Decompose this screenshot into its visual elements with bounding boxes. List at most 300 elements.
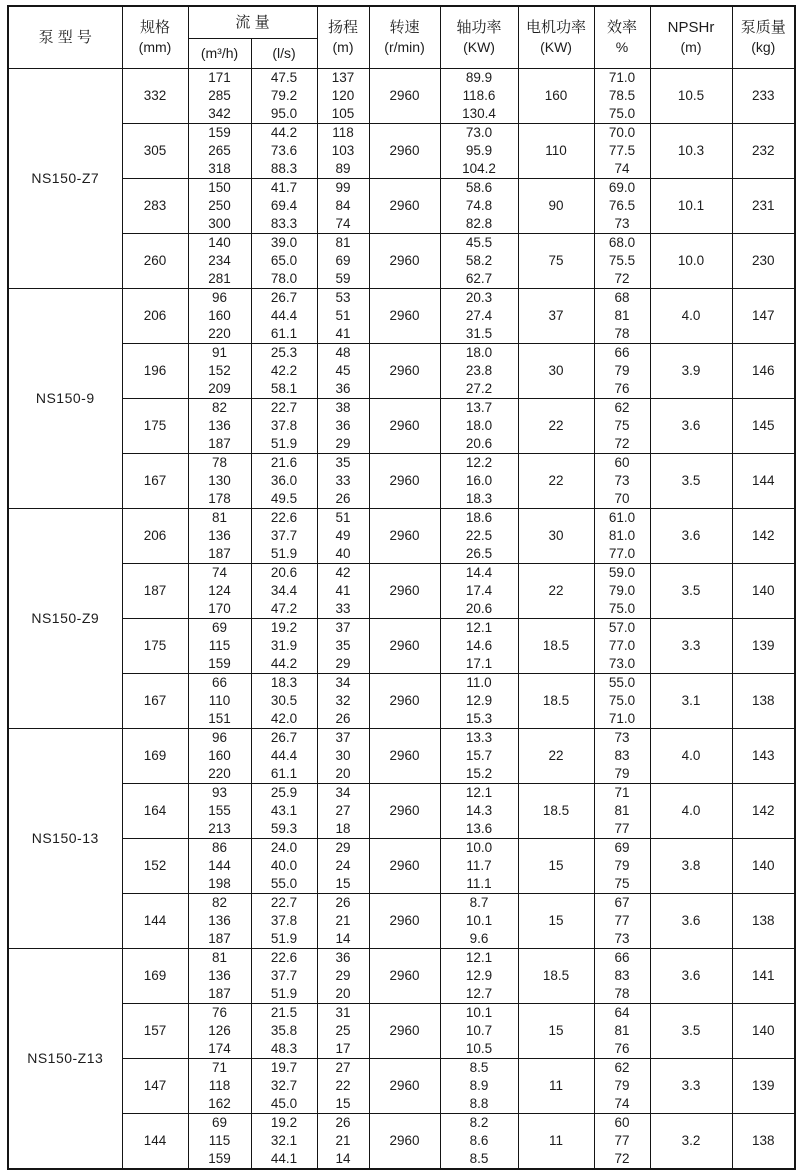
cell-pump-mass: 143 <box>732 728 795 783</box>
cell-flow-ls-line: 31.9 <box>270 637 298 653</box>
table-row <box>8 1113 795 1169</box>
col-header-speed <box>369 6 440 68</box>
cell-head-line: 81 <box>335 234 351 250</box>
cell-flow-ls-line: 45.0 <box>270 1095 298 1111</box>
cell-efficiency-line: 75.5 <box>608 252 636 268</box>
cell-efficiency-line: 68 <box>614 289 630 305</box>
cell-head-line: 21 <box>335 912 351 928</box>
cell-shaft-power-line: 8.8 <box>469 1095 489 1111</box>
cell-motor-power: 22 <box>518 563 594 618</box>
cell-flow-ls-line: 41.7 <box>270 179 298 195</box>
cell-flow-m3h-line: 81 <box>211 509 228 525</box>
cell-head-line: 29 <box>335 435 351 451</box>
cell-shaft-power-line: 13.3 <box>465 729 493 745</box>
cell-shaft-power-line: 27.4 <box>465 307 493 323</box>
cell-flow-ls-line: 22.7 <box>270 399 298 415</box>
col-header-npshr <box>650 6 732 68</box>
col-header-flow-m3h: (m³/h) <box>188 38 251 68</box>
cell-flow-m3h-line: 69 <box>211 619 228 635</box>
cell-efficiency-line: 73 <box>614 472 630 488</box>
cell-motor-power: 90 <box>518 178 594 233</box>
cell-flow-ls-line: 95.0 <box>270 105 298 121</box>
cell-shaft-power <box>440 508 518 563</box>
cell-shaft-power <box>440 673 518 728</box>
cell-shaft-power-line: 18.0 <box>465 417 493 433</box>
cell-flow-m3h <box>188 673 251 728</box>
cell-flow-m3h-line: 74 <box>211 564 228 580</box>
cell-efficiency-line: 78 <box>614 985 630 1001</box>
cell-flow-m3h-line: 281 <box>208 270 231 286</box>
cell-flow-m3h-line: 136 <box>208 527 231 543</box>
cell-flow-m3h-line: 71 <box>211 1059 228 1075</box>
cell-shaft-power-line: 45.5 <box>465 234 493 250</box>
cell-flow-ls-line: 44.2 <box>270 655 298 671</box>
cell-shaft-power-line: 8.7 <box>469 894 489 910</box>
cell-efficiency <box>594 618 650 673</box>
cell-shaft-power-line: 20.3 <box>465 289 493 305</box>
cell-speed: 2960 <box>369 178 440 233</box>
cell-pump-mass: 138 <box>732 893 795 948</box>
cell-flow-m3h-line: 140 <box>208 234 231 250</box>
cell-npshr: 4.0 <box>650 783 732 838</box>
cell-spec: 206 <box>122 288 188 343</box>
table-row <box>8 453 795 508</box>
table-row <box>8 398 795 453</box>
cell-npshr: 10.1 <box>650 178 732 233</box>
cell-head-line: 103 <box>331 142 355 158</box>
cell-efficiency-line: 72 <box>614 435 630 451</box>
cell-head-line: 49 <box>335 527 351 543</box>
cell-pump-mass: 139 <box>732 618 795 673</box>
cell-efficiency-line: 77.0 <box>608 637 636 653</box>
col-header-shaft-power <box>440 6 518 68</box>
cell-flow-ls-line: 83.3 <box>270 215 298 231</box>
cell-npshr: 10.3 <box>650 123 732 178</box>
cell-shaft-power-line: 18.6 <box>465 509 493 525</box>
cell-shaft-power-line: 12.2 <box>465 454 493 470</box>
cell-pump-mass: 146 <box>732 343 795 398</box>
col-header-efficiency-label: 效率 <box>607 19 638 37</box>
table-row <box>8 68 795 123</box>
cell-flow-ls-line: 69.4 <box>270 197 298 213</box>
cell-head <box>317 343 369 398</box>
cell-efficiency-line: 75.0 <box>608 692 636 708</box>
cell-head <box>317 673 369 728</box>
cell-flow-m3h <box>188 398 251 453</box>
cell-speed: 2960 <box>369 288 440 343</box>
cell-shaft-power-line: 74.8 <box>465 197 493 213</box>
cell-shaft-power-line: 15.2 <box>465 765 493 781</box>
cell-head-line: 15 <box>335 1095 351 1111</box>
cell-flow-m3h-line: 115 <box>208 637 231 653</box>
cell-shaft-power-line: 18.3 <box>465 490 493 506</box>
cell-flow-ls <box>251 1058 317 1113</box>
cell-flow-m3h-line: 178 <box>208 490 231 506</box>
cell-npshr: 3.1 <box>650 673 732 728</box>
cell-head <box>317 1003 369 1058</box>
cell-shaft-power <box>440 453 518 508</box>
cell-flow-m3h <box>188 893 251 948</box>
cell-head-line: 84 <box>335 197 351 213</box>
cell-head-line: 59 <box>335 270 351 286</box>
cell-flow-m3h-line: 162 <box>208 1095 231 1111</box>
cell-shaft-power-line: 8.5 <box>469 1150 489 1166</box>
cell-head-line: 105 <box>331 105 355 121</box>
cell-pump-mass: 142 <box>732 783 795 838</box>
cell-motor-power: 75 <box>518 233 594 288</box>
cell-efficiency-line: 83 <box>614 967 630 983</box>
col-header-pump-mass-label: 泵质量 <box>740 19 786 37</box>
cell-head-line: 18 <box>335 820 351 836</box>
cell-flow-ls <box>251 893 317 948</box>
cell-shaft-power-line: 14.3 <box>465 802 493 818</box>
cell-shaft-power-line: 12.7 <box>465 985 493 1001</box>
cell-head-line: 32 <box>335 692 351 708</box>
cell-flow-m3h <box>188 288 251 343</box>
cell-flow-m3h-line: 187 <box>208 435 231 451</box>
cell-flow-ls <box>251 728 317 783</box>
cell-flow-m3h-line: 82 <box>211 894 228 910</box>
cell-efficiency-line: 81 <box>614 1022 630 1038</box>
cell-flow-m3h-line: 213 <box>208 820 231 836</box>
cell-head <box>317 453 369 508</box>
cell-pump-mass: 147 <box>732 288 795 343</box>
cell-flow-ls-line: 61.1 <box>270 765 298 781</box>
cell-efficiency-line: 73 <box>614 930 630 946</box>
cell-flow-ls <box>251 123 317 178</box>
cell-npshr: 3.5 <box>650 563 732 618</box>
cell-npshr: 3.6 <box>650 893 732 948</box>
cell-shaft-power-line: 11.7 <box>466 857 492 873</box>
cell-efficiency-line: 55.0 <box>608 674 636 690</box>
cell-shaft-power-line: 82.8 <box>465 215 493 231</box>
cell-pump-mass: 233 <box>732 68 795 123</box>
cell-flow-ls <box>251 1113 317 1169</box>
cell-shaft-power <box>440 1058 518 1113</box>
cell-flow-ls-line: 26.7 <box>270 289 298 305</box>
cell-head-line: 45 <box>335 362 351 378</box>
cell-shaft-power-line: 10.1 <box>465 1004 493 1020</box>
cell-head-line: 24 <box>335 857 351 873</box>
cell-efficiency-line: 60 <box>614 454 630 470</box>
cell-head-line: 69 <box>335 252 351 268</box>
cell-flow-ls <box>251 398 317 453</box>
cell-head-line: 41 <box>335 582 351 598</box>
cell-flow-m3h-line: 152 <box>208 362 231 378</box>
cell-shaft-power <box>440 68 518 123</box>
cell-motor-power: 18.5 <box>518 948 594 1003</box>
cell-npshr: 3.3 <box>650 1058 732 1113</box>
cell-speed: 2960 <box>369 783 440 838</box>
cell-flow-m3h <box>188 1058 251 1113</box>
cell-shaft-power-line: 14.4 <box>465 564 493 580</box>
cell-efficiency-line: 75.0 <box>608 600 636 616</box>
cell-efficiency-line: 79 <box>614 1077 630 1093</box>
cell-npshr: 3.2 <box>650 1113 732 1169</box>
cell-speed: 2960 <box>369 343 440 398</box>
cell-flow-ls <box>251 1003 317 1058</box>
cell-head <box>317 728 369 783</box>
cell-shaft-power-line: 13.7 <box>465 399 493 415</box>
cell-flow-ls-line: 24.0 <box>270 839 298 855</box>
cell-flow-m3h-line: 174 <box>208 1040 231 1056</box>
cell-speed: 2960 <box>369 453 440 508</box>
cell-head <box>317 508 369 563</box>
cell-shaft-power-line: 23.8 <box>465 362 493 378</box>
cell-npshr: 3.5 <box>650 453 732 508</box>
cell-flow-ls <box>251 563 317 618</box>
col-header-motor-power-unit: (KW) <box>540 38 572 55</box>
cell-efficiency <box>594 178 650 233</box>
cell-head <box>317 893 369 948</box>
cell-head-line: 33 <box>335 600 351 616</box>
cell-flow-m3h <box>188 728 251 783</box>
cell-flow-ls <box>251 288 317 343</box>
cell-efficiency-line: 69.0 <box>608 179 636 195</box>
table-row <box>8 233 795 288</box>
cell-efficiency-line: 75 <box>614 417 630 433</box>
cell-flow-m3h-line: 187 <box>208 985 231 1001</box>
cell-efficiency-line: 79 <box>614 765 630 781</box>
cell-head-line: 26 <box>335 894 351 910</box>
cell-motor-power: 30 <box>518 343 594 398</box>
cell-flow-m3h-line: 118 <box>208 1077 231 1093</box>
cell-head <box>317 178 369 233</box>
cell-shaft-power-line: 12.9 <box>465 967 493 983</box>
cell-efficiency <box>594 1058 650 1113</box>
cell-shaft-power-line: 8.9 <box>469 1077 489 1093</box>
cell-flow-ls-line: 47.2 <box>270 600 298 616</box>
cell-shaft-power-line: 104.2 <box>462 160 496 176</box>
pump-model-cell: NS150-13 <box>8 728 122 948</box>
col-header-pump-mass <box>732 6 795 68</box>
cell-motor-power: 37 <box>518 288 594 343</box>
cell-head-line: 51 <box>335 307 351 323</box>
cell-npshr: 3.6 <box>650 948 732 1003</box>
cell-flow-m3h-line: 151 <box>208 710 231 726</box>
cell-flow-m3h-line: 144 <box>208 857 231 873</box>
cell-efficiency-line: 83 <box>614 747 630 763</box>
cell-spec: 175 <box>122 618 188 673</box>
cell-npshr: 3.5 <box>650 1003 732 1058</box>
cell-flow-ls-line: 59.3 <box>270 820 298 836</box>
pump-model-cell: NS150-Z13 <box>8 948 122 1169</box>
table-row <box>8 673 795 728</box>
cell-head-line: 51 <box>335 509 351 525</box>
cell-efficiency <box>594 288 650 343</box>
cell-efficiency-line: 77 <box>614 912 630 928</box>
cell-spec: 169 <box>122 948 188 1003</box>
cell-efficiency-line: 81 <box>614 802 630 818</box>
cell-efficiency-line: 75.0 <box>608 105 636 121</box>
cell-flow-m3h-line: 220 <box>208 325 231 341</box>
cell-shaft-power-line: 15.7 <box>465 747 493 763</box>
cell-efficiency <box>594 893 650 948</box>
cell-spec: 144 <box>122 893 188 948</box>
cell-flow-m3h-line: 136 <box>208 967 231 983</box>
table-row <box>8 123 795 178</box>
cell-spec: 169 <box>122 728 188 783</box>
cell-flow-m3h-line: 265 <box>208 142 231 158</box>
cell-flow-m3h-line: 110 <box>208 692 231 708</box>
cell-efficiency <box>594 563 650 618</box>
cell-head <box>317 1113 369 1169</box>
col-header-head <box>317 6 369 68</box>
cell-flow-ls-line: 36.0 <box>270 472 298 488</box>
cell-efficiency-line: 77.0 <box>608 545 636 561</box>
cell-head-line: 29 <box>335 967 351 983</box>
cell-spec: 283 <box>122 178 188 233</box>
cell-head-line: 34 <box>335 674 351 690</box>
cell-head <box>317 838 369 893</box>
cell-shaft-power-line: 14.6 <box>465 637 493 653</box>
cell-pump-mass: 144 <box>732 453 795 508</box>
cell-efficiency <box>594 728 650 783</box>
cell-spec: 305 <box>122 123 188 178</box>
col-header-npshr-unit: (m) <box>680 38 702 55</box>
cell-motor-power: 15 <box>518 838 594 893</box>
cell-shaft-power-line: 12.1 <box>465 619 493 635</box>
cell-pump-mass: 140 <box>732 1003 795 1058</box>
cell-motor-power: 160 <box>518 68 594 123</box>
cell-motor-power: 18.5 <box>518 783 594 838</box>
cell-head-line: 120 <box>331 87 355 103</box>
cell-flow-m3h <box>188 453 251 508</box>
cell-efficiency <box>594 948 650 1003</box>
cell-shaft-power-line: 58.6 <box>465 179 493 195</box>
pump-model-cell: NS150-9 <box>8 288 122 508</box>
cell-flow-m3h-line: 155 <box>208 802 231 818</box>
cell-head-line: 31 <box>335 1004 351 1020</box>
cell-flow-m3h <box>188 68 251 123</box>
cell-head <box>317 123 369 178</box>
cell-flow-m3h <box>188 508 251 563</box>
cell-shaft-power-line: 13.6 <box>465 820 493 836</box>
cell-efficiency-line: 69 <box>614 839 630 855</box>
cell-speed: 2960 <box>369 618 440 673</box>
cell-spec: 260 <box>122 233 188 288</box>
table-body <box>8 68 795 1169</box>
col-header-speed-label: 转速 <box>389 19 420 37</box>
col-header-efficiency-unit: % <box>615 38 629 55</box>
cell-shaft-power <box>440 288 518 343</box>
cell-efficiency-line: 74 <box>614 1095 630 1111</box>
cell-efficiency <box>594 68 650 123</box>
cell-pump-mass: 140 <box>732 563 795 618</box>
cell-flow-m3h-line: 160 <box>208 747 231 763</box>
cell-efficiency-line: 64 <box>614 1004 630 1020</box>
cell-pump-mass: 231 <box>732 178 795 233</box>
cell-head-line: 27 <box>335 802 351 818</box>
cell-efficiency <box>594 508 650 563</box>
cell-shaft-power <box>440 343 518 398</box>
cell-npshr: 3.8 <box>650 838 732 893</box>
cell-flow-m3h-line: 81 <box>211 949 228 965</box>
cell-head-line: 15 <box>335 875 351 891</box>
cell-spec: 167 <box>122 453 188 508</box>
cell-shaft-power-line: 11.1 <box>466 875 492 891</box>
cell-head-line: 34 <box>335 784 351 800</box>
cell-efficiency <box>594 673 650 728</box>
cell-head-line: 29 <box>335 839 351 855</box>
cell-shaft-power <box>440 948 518 1003</box>
cell-efficiency-line: 76 <box>614 380 630 396</box>
cell-flow-ls-line: 18.3 <box>270 674 298 690</box>
col-header-spec <box>122 6 188 68</box>
cell-head <box>317 618 369 673</box>
table-row <box>8 893 795 948</box>
cell-spec: 167 <box>122 673 188 728</box>
table-row <box>8 618 795 673</box>
cell-flow-m3h-line: 160 <box>208 307 231 323</box>
cell-efficiency-line: 59.0 <box>608 564 636 580</box>
cell-flow-ls-line: 35.8 <box>270 1022 298 1038</box>
cell-head-line: 20 <box>335 765 351 781</box>
cell-shaft-power <box>440 728 518 783</box>
cell-pump-mass: 142 <box>732 508 795 563</box>
cell-pump-mass: 140 <box>732 838 795 893</box>
cell-motor-power: 15 <box>518 1003 594 1058</box>
cell-efficiency-line: 71.0 <box>608 69 636 85</box>
cell-flow-ls-line: 65.0 <box>270 252 298 268</box>
cell-speed: 2960 <box>369 563 440 618</box>
cell-head <box>317 783 369 838</box>
cell-spec: 157 <box>122 1003 188 1058</box>
cell-shaft-power-line: 118.6 <box>462 87 496 103</box>
cell-flow-m3h <box>188 123 251 178</box>
cell-npshr: 4.0 <box>650 288 732 343</box>
cell-flow-ls <box>251 673 317 728</box>
cell-motor-power: 22 <box>518 728 594 783</box>
cell-efficiency <box>594 1113 650 1169</box>
cell-pump-mass: 145 <box>732 398 795 453</box>
cell-flow-m3h <box>188 838 251 893</box>
cell-pump-mass: 230 <box>732 233 795 288</box>
cell-shaft-power-line: 89.9 <box>465 69 493 85</box>
cell-motor-power: 110 <box>518 123 594 178</box>
cell-head-line: 40 <box>335 545 351 561</box>
cell-flow-m3h-line: 86 <box>211 839 228 855</box>
cell-head-line: 53 <box>335 289 351 305</box>
cell-flow-ls-line: 22.6 <box>270 949 298 965</box>
cell-shaft-power-line: 9.6 <box>469 930 489 946</box>
cell-efficiency-line: 75 <box>614 875 630 891</box>
pump-model-cell: NS150-Z9 <box>8 508 122 728</box>
cell-head-line: 14 <box>335 930 351 946</box>
cell-shaft-power-line: 31.5 <box>465 325 493 341</box>
cell-shaft-power <box>440 398 518 453</box>
cell-head-line: 36 <box>335 380 351 396</box>
cell-head-line: 26 <box>335 490 351 506</box>
cell-shaft-power-line: 17.4 <box>465 582 493 598</box>
cell-efficiency-line: 60 <box>614 1114 630 1130</box>
cell-flow-m3h-line: 342 <box>208 105 231 121</box>
cell-flow-ls-line: 44.2 <box>270 124 298 140</box>
cell-flow-ls-line: 22.7 <box>270 894 298 910</box>
cell-shaft-power-line: 130.4 <box>462 105 496 121</box>
cell-flow-m3h <box>188 343 251 398</box>
table-row <box>8 728 795 783</box>
cell-speed: 2960 <box>369 68 440 123</box>
cell-flow-ls-line: 44.4 <box>270 747 298 763</box>
cell-efficiency-line: 72 <box>614 1150 630 1166</box>
cell-head-line: 89 <box>335 160 351 176</box>
cell-efficiency-line: 76 <box>614 1040 630 1056</box>
cell-flow-m3h-line: 124 <box>208 582 231 598</box>
col-header-flow-ls: (l/s) <box>251 38 317 68</box>
cell-flow-ls <box>251 948 317 1003</box>
cell-shaft-power <box>440 233 518 288</box>
